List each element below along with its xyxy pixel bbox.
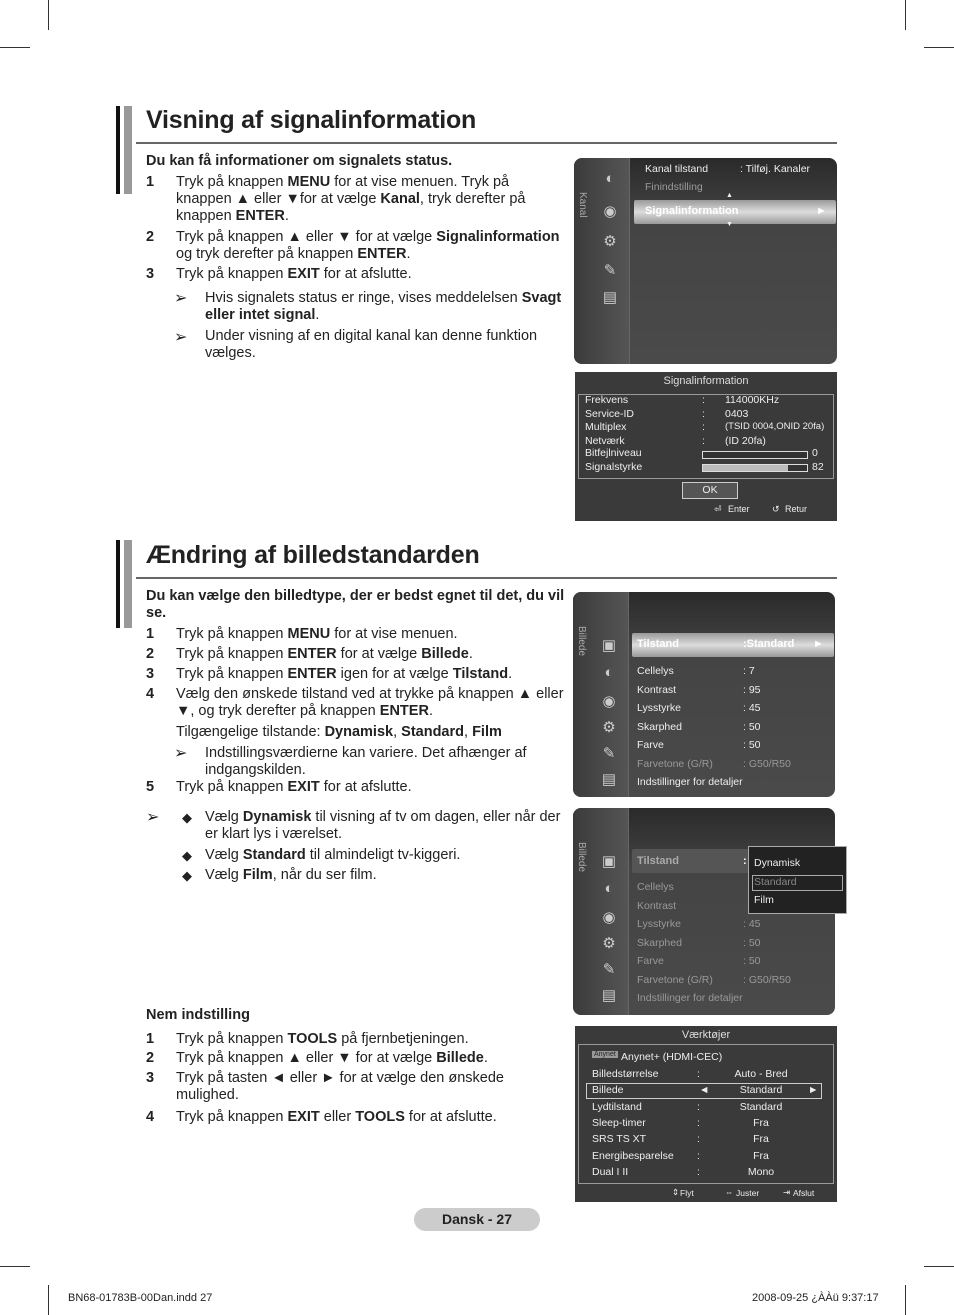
- ok-button[interactable]: OK: [682, 482, 738, 499]
- menu-row-label[interactable]: Indstillinger for detaljer: [637, 776, 743, 788]
- text-run: for at afslutte.: [319, 266, 412, 282]
- step-text: [176, 686, 566, 720]
- signal-label: Signalstyrke: [585, 461, 643, 473]
- menu-row-label[interactable]: Lysstyrke: [637, 918, 681, 930]
- step-text: [176, 174, 566, 225]
- text-run: .: [284, 208, 289, 224]
- text-run: EXIT: [287, 779, 320, 795]
- popup-option[interactable]: Dynamisk: [754, 857, 801, 869]
- step-number: 1: [146, 174, 155, 190]
- sound-icon: ◐: [604, 664, 614, 681]
- tools-row-label[interactable]: Energibesparelse: [592, 1149, 674, 1162]
- signal-row-sep: :: [702, 407, 705, 420]
- text-run: Tryk på knappen: [176, 646, 288, 662]
- step-number: 3: [146, 266, 155, 282]
- step-text: [176, 1031, 566, 1048]
- dialog-title: Signalinformation: [663, 375, 749, 387]
- signal-row-value: (TSID 0004,ONID 20fa): [725, 421, 825, 432]
- tools-row-value: Mono: [747, 1165, 775, 1178]
- text-run: MENU: [287, 174, 331, 190]
- signal-value: 82: [812, 461, 824, 473]
- text-run: for at afslutte.: [319, 779, 412, 795]
- text-run: til visning af tv om dagen, eller når der er klart lys i værelset.: [205, 809, 561, 842]
- tools-row-label[interactable]: Billede: [592, 1084, 624, 1097]
- picture-icon: ▣: [601, 637, 617, 654]
- text-run: Film: [472, 724, 502, 740]
- tools-row-sep: :: [697, 1116, 700, 1129]
- menu-row-value: : 50: [743, 739, 761, 751]
- setup-icon: ⚙: [602, 719, 616, 736]
- text-run: Standard: [242, 847, 306, 863]
- step-number: 4: [146, 1109, 155, 1125]
- text-run: Standard: [401, 724, 464, 740]
- tools-row-value: Auto - Bred: [734, 1068, 788, 1080]
- step-number: 3: [146, 666, 155, 682]
- tools-row-value: Fra: [753, 1149, 769, 1162]
- signal-row-label: Frekvens: [585, 394, 629, 406]
- note-text: [205, 290, 565, 324]
- tools-row-value: Fra: [753, 1116, 769, 1129]
- section-title: Ændring af billedstandarden: [146, 541, 480, 569]
- signal-row-value: (ID 20fa): [725, 434, 766, 447]
- print-date: 2008-09-25 ¿ÀÀü 9:37:17: [752, 1292, 879, 1304]
- section-rule: [136, 142, 837, 144]
- text-run: .: [483, 1050, 488, 1066]
- return-icon: ↺: [772, 504, 780, 514]
- tools-dialog: [575, 1026, 837, 1202]
- support-icon: ▤: [601, 987, 617, 1004]
- menu-row-label[interactable]: Lysstyrke: [637, 702, 681, 714]
- text-run: Kanal: [380, 191, 420, 207]
- exit-hint: Afslut: [793, 1188, 815, 1198]
- chevron-right-icon: ►: [808, 1084, 819, 1097]
- step-number: 1: [146, 1031, 155, 1047]
- diamond-bullet-icon: ◆: [182, 810, 192, 825]
- text-run: Tryk på knappen: [176, 1031, 288, 1047]
- menu-row-label[interactable]: Cellelys: [637, 881, 674, 893]
- menu-highlight-label: Signalinformation: [645, 205, 739, 217]
- text-run: på fjernbetjeningen.: [337, 1031, 469, 1047]
- chevron-right-icon: ►: [813, 638, 824, 650]
- menu-row-label[interactable]: Skarphed: [637, 936, 682, 949]
- mode-popup: [748, 846, 847, 914]
- enter-hint: Enter: [728, 504, 750, 514]
- step-number: 4: [146, 686, 155, 702]
- channel-icon: ◉: [602, 693, 616, 710]
- menu-row-label[interactable]: Kontrast: [637, 683, 677, 696]
- tools-row-sep: :: [697, 1100, 700, 1113]
- tools-row-label[interactable]: SRS TS XT: [592, 1133, 647, 1146]
- text-run: Vælg: [205, 809, 243, 825]
- text-run: Tryk på knappen ▲ eller ▼ for at vælge: [176, 229, 437, 245]
- bitfejl-value: 0: [812, 447, 818, 459]
- input-icon: ◐: [605, 170, 615, 187]
- menu-highlight-label: Tilstand: [637, 638, 679, 650]
- text-run: MENU: [287, 626, 331, 642]
- text-run: Tryk på knappen: [176, 779, 288, 795]
- dialog-title: Værktøjer: [681, 1029, 731, 1041]
- tools-row-sep: :: [697, 1165, 700, 1178]
- text-run: Dynamisk: [242, 809, 312, 825]
- menu-row-label[interactable]: Farvetone (G/R): [637, 973, 713, 986]
- text-run: Tilstand: [452, 666, 509, 682]
- tools-row-value: Standard: [739, 1084, 783, 1097]
- tools-row-label[interactable]: Billedstørrelse: [592, 1068, 659, 1080]
- text-run: ENTER: [357, 246, 407, 262]
- step-number: 2: [146, 646, 155, 662]
- text-run: for at vise menuen.: [330, 626, 458, 642]
- menu-row-label[interactable]: Kanal tilstand: [645, 163, 709, 175]
- setup-icon: ⚙: [602, 935, 616, 952]
- menu-row-value: : 7: [743, 665, 755, 677]
- menu-row-value: : 50: [743, 720, 761, 733]
- tools-row-sep: :: [697, 1068, 700, 1080]
- menu-category-label: Kanal: [577, 192, 588, 218]
- text-run: Film: [242, 867, 273, 883]
- menu-row-value: : 45: [743, 702, 761, 714]
- page-number: Dansk - 27: [414, 1208, 540, 1231]
- signal-row-value: 114000KHz: [725, 394, 780, 406]
- signal-row-sep: :: [702, 421, 705, 433]
- text-run: .: [428, 703, 433, 719]
- bitfejl-label: Bitfejlniveau: [585, 447, 642, 459]
- text-run: TOOLS: [287, 1031, 338, 1047]
- note-text: Indstillingsværdierne kan variere. Det afhænger af indgangskilden.: [205, 745, 527, 778]
- bullet-text: [205, 809, 570, 843]
- signal-row-label: Multiplex: [585, 421, 627, 433]
- text-run: Tryk på knappen: [176, 1109, 288, 1125]
- text-run: Signalinformation: [436, 229, 560, 245]
- text-run: Tryk på knappen: [176, 266, 288, 282]
- text-run: Tilgængelige tilstande:: [176, 724, 325, 740]
- tools-row-label[interactable]: Dual I II: [592, 1165, 629, 1178]
- exit-icon: ⇥: [783, 1187, 791, 1197]
- text-run: .: [468, 646, 473, 662]
- note-arrow-icon: ➢: [174, 329, 188, 346]
- tools-row-sep: :: [697, 1133, 700, 1146]
- step-text: [176, 1109, 566, 1126]
- menu-highlight-value: :Standard: [743, 638, 795, 650]
- input-icon: ✎: [602, 745, 616, 762]
- text-run: Vælg: [205, 867, 243, 883]
- popup-option-selected[interactable]: Standard: [754, 876, 797, 888]
- text-run: Tryk på knappen ▲ eller ▼ for at vælge: [176, 1050, 437, 1066]
- modes-line: [176, 724, 556, 741]
- channel-icon: ◉: [602, 909, 616, 926]
- menu-row-value: : G50/R50: [743, 973, 791, 986]
- bullet-text: [205, 847, 570, 864]
- updown-icon: ⇕: [672, 1187, 680, 1197]
- text-run: ENTER: [287, 646, 337, 662]
- text-run: EXIT: [287, 1109, 320, 1125]
- intro-text: Du kan vælge den billedtype, der er bedst egnet til det, du vil se.: [146, 588, 565, 621]
- text-run: for at vise menuen. Tryk på knappen ▲ eller ▼for at vælge: [176, 174, 510, 207]
- step-text: [176, 779, 556, 796]
- step-text: [176, 229, 566, 263]
- text-run: eller: [319, 1109, 356, 1125]
- down-arrow-icon: ▼: [726, 221, 733, 228]
- text-run: TOOLS: [355, 1109, 405, 1125]
- text-run: Under visning af en digital kanal kan denne funktion vælges.: [205, 328, 538, 361]
- section-bar: [116, 540, 120, 628]
- section-bar-shade: [124, 540, 132, 628]
- bitfejl-bar: [702, 451, 808, 459]
- text-run: ENTER: [235, 208, 285, 224]
- chevron-right-icon: ►: [816, 205, 827, 217]
- menu-row-label[interactable]: Finindstilling: [645, 181, 703, 193]
- menu-row-label[interactable]: Farve: [637, 955, 664, 967]
- step-number: 2: [146, 1050, 155, 1066]
- text-run: til almindeligt tv-kiggeri.: [305, 847, 461, 863]
- step-number: 2: [146, 229, 155, 245]
- text-run: Vælg: [205, 847, 243, 863]
- picture-icon: ◉: [603, 203, 617, 220]
- text-run: ,: [393, 724, 402, 740]
- step-number: 5: [146, 779, 155, 795]
- chevron-left-icon: ◄: [699, 1084, 710, 1097]
- text-run: ,: [464, 724, 473, 740]
- section-bar-shade: [124, 106, 132, 194]
- sound-icon: ◐: [604, 880, 614, 897]
- menu-row-label[interactable]: Farve: [637, 739, 664, 751]
- text-run: .: [508, 666, 513, 682]
- tools-row-label[interactable]: Sleep-timer: [592, 1116, 646, 1129]
- return-hint: Retur: [785, 504, 808, 514]
- channel-menu: [574, 158, 837, 364]
- menu-row-label[interactable]: Indstillinger for detaljer: [637, 992, 743, 1004]
- menu-highlight-label: Tilstand: [637, 855, 679, 867]
- menu-row-value: : 50: [743, 955, 761, 967]
- text-run: , tryk derefter på knappen: [176, 191, 526, 224]
- text-run: Tryk på knappen: [176, 626, 288, 642]
- note-arrow-icon: ➢: [174, 290, 188, 307]
- text-run: Vælg den ønskede tilstand ved at trykke på knappen ▲ eller ▼, og tryk derefter på knappen: [176, 686, 564, 719]
- menu-highlight-value: :: [743, 855, 747, 867]
- sound-icon: ⚙: [603, 233, 617, 250]
- section-title: Visning af signalinformation: [146, 106, 477, 134]
- menu-row-label[interactable]: Cellelys: [637, 665, 674, 677]
- tools-row-sep: :: [697, 1149, 700, 1162]
- menu-row-label[interactable]: Kontrast: [637, 899, 677, 912]
- anynet-item[interactable]: Anynet+ (HDMI-CEC): [621, 1051, 723, 1063]
- menu-row-value: : 50: [743, 936, 761, 949]
- menu-row-label[interactable]: Farvetone (G/R): [637, 757, 713, 770]
- diamond-bullet-icon: ◆: [182, 868, 192, 883]
- text-run: .: [406, 246, 411, 262]
- step-text: [176, 646, 566, 663]
- step-text: [176, 266, 566, 283]
- step-text: [176, 666, 566, 683]
- bullet-text: [205, 867, 570, 884]
- menu-row-label[interactable]: Skarphed: [637, 720, 682, 733]
- enter-icon: ⏎: [714, 504, 722, 514]
- text-run: Tryk på knappen: [176, 174, 288, 190]
- picture-icon: ▣: [601, 853, 617, 870]
- channel-icon: ✎: [603, 262, 617, 279]
- signal-bar: [702, 464, 808, 472]
- quick-title: Nem indstilling: [146, 1007, 250, 1023]
- signal-row-label: Service-ID: [585, 407, 635, 420]
- text-run: EXIT: [287, 266, 320, 282]
- menu-category-label: Billede: [576, 626, 587, 657]
- tools-row-value: Fra: [753, 1133, 769, 1146]
- text-run: Dynamisk: [324, 724, 394, 740]
- signal-row-sep: :: [702, 394, 705, 406]
- text-run: .: [315, 307, 320, 323]
- signal-row-sep: :: [702, 434, 705, 447]
- signal-row-label: Netværk: [585, 434, 625, 447]
- note-text: [205, 328, 565, 362]
- step-text: [176, 1050, 566, 1067]
- text-run: Billede: [436, 1050, 484, 1066]
- diamond-bullet-icon: ◆: [182, 848, 192, 863]
- text-run: for at afslutte.: [404, 1109, 497, 1125]
- menu-row-value: : Tilføj. Kanaler: [740, 163, 811, 175]
- anynet-logo: Anynet: [594, 1051, 616, 1058]
- section-rule: [136, 577, 837, 579]
- adjust-hint: Juster: [736, 1188, 760, 1198]
- text-run: og tryk derefter på knappen: [176, 246, 358, 262]
- text-run: , når du ser film.: [272, 867, 377, 883]
- text-run: Billede: [421, 646, 469, 662]
- move-hint: Flyt: [680, 1188, 694, 1198]
- step-number: 1: [146, 626, 155, 642]
- leftright-icon: ⇔: [725, 1187, 734, 1197]
- text-run: ENTER: [287, 666, 337, 682]
- setup-icon: ▤: [602, 289, 618, 306]
- text-run: ENTER: [379, 703, 429, 719]
- text-run: igen for at vælge: [336, 666, 453, 682]
- note-arrow-icon: ➢: [146, 809, 160, 826]
- menu-row-value: : G50/R50: [743, 757, 791, 770]
- text-run: Hvis signalets status er ringe, vises meddelelsen: [205, 290, 522, 306]
- picture-menu: [573, 592, 835, 797]
- file-name: BN68-01783B-00Dan.indd 27: [68, 1292, 213, 1304]
- tools-row-label[interactable]: Lydtilstand: [592, 1100, 642, 1113]
- note-arrow-icon: ➢: [174, 745, 188, 762]
- text-run: Tryk på tasten ◄ eller ► for at vælge den ønskede mulighed.: [176, 1070, 504, 1103]
- menu-row-value: : 45: [743, 918, 761, 930]
- step-number: 3: [146, 1070, 155, 1086]
- text-run: Tryk på knappen: [176, 666, 288, 682]
- up-arrow-icon: ▲: [726, 192, 733, 199]
- step-text: [176, 1070, 566, 1104]
- intro-text: Du kan få informationer om signalets status.: [146, 153, 453, 169]
- signal-row-value: 0403: [725, 407, 749, 420]
- text-run: Svagt eller intet signal: [205, 290, 562, 323]
- input-icon: ✎: [602, 961, 616, 978]
- menu-row-value: : 95: [743, 683, 761, 696]
- tools-row-value: Standard: [739, 1100, 783, 1113]
- text-run: for at vælge: [336, 646, 422, 662]
- popup-option[interactable]: Film: [754, 894, 774, 906]
- signal-info-dialog: [575, 372, 837, 521]
- support-icon: ▤: [601, 771, 617, 788]
- menu-category-label: Billede: [576, 842, 587, 873]
- step-text: [176, 626, 566, 643]
- section-bar: [116, 106, 120, 194]
